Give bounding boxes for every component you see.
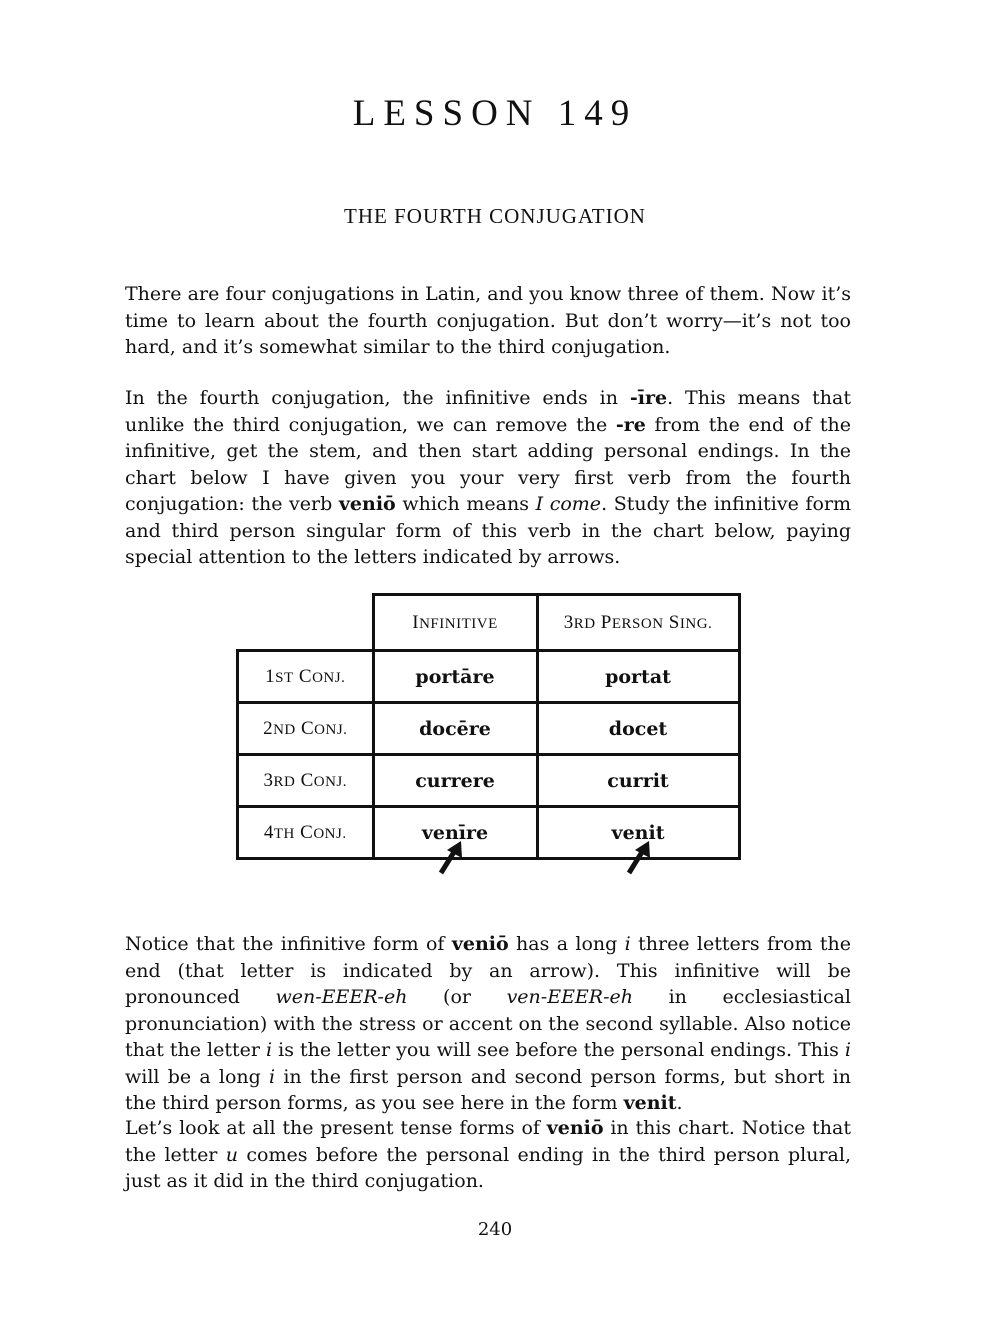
text-run: which means xyxy=(395,493,536,515)
text-run: in the first person and second person forms, but short in the third person forms, as you see here in the form xyxy=(125,1065,851,1114)
italic-run: i xyxy=(266,1039,273,1061)
page-number: 240 xyxy=(477,1219,513,1240)
infinitive-cell: currere xyxy=(373,755,537,807)
label-text: ONJ. xyxy=(313,773,348,790)
italic-run: ven-EEER-eh xyxy=(506,986,634,1008)
third-sing-cell: docet xyxy=(537,703,739,755)
section-title: THE FOURTH CONJUGATION xyxy=(344,204,646,228)
header-text: P xyxy=(595,611,612,633)
header-text: RD xyxy=(573,615,596,632)
italic-run: u xyxy=(225,1143,239,1166)
label-text: ST xyxy=(275,669,294,686)
third-sing-cell: venit xyxy=(537,807,739,859)
text-run: . Study the infinitive form and third person singular form of this verb in the chart below, paying special attention to the letters indicated by arrows. xyxy=(125,493,851,568)
label-text: 1 xyxy=(265,665,276,687)
third-sing-cell: portat xyxy=(537,651,739,703)
up-right-arrow-icon xyxy=(437,841,467,875)
header-text: S xyxy=(663,611,680,633)
table-row xyxy=(238,651,740,703)
text-run: three letters from the end (that letter is indicated by an arrow). This infinitive will be pronounced xyxy=(125,933,851,1008)
text-run: Let’s look at all the present tense forms of xyxy=(125,1117,547,1139)
present-tense-paragraph xyxy=(125,1115,851,1195)
header-infinitive xyxy=(373,595,537,651)
row-label xyxy=(238,807,374,859)
bold-run: -re xyxy=(615,413,646,436)
text-run: has a long xyxy=(508,933,625,955)
corner-cell xyxy=(238,595,374,651)
label-text: 2 xyxy=(263,717,274,739)
italic-run: i xyxy=(844,1039,851,1061)
table-row xyxy=(238,703,740,755)
header-text: ING. xyxy=(679,615,713,632)
table-row xyxy=(238,755,740,807)
italic-run: I come xyxy=(535,493,602,515)
lesson-title: LESSON 149 xyxy=(352,93,638,134)
text-run: comes before the personal ending in the third person plural, just as it did in the third conjugation. xyxy=(125,1143,851,1192)
third-sing-cell: currit xyxy=(537,755,739,807)
infinitive-cell: docēre xyxy=(373,703,537,755)
infinitive-paragraph xyxy=(125,385,851,571)
label-text: 4 xyxy=(263,821,274,843)
label-text: C xyxy=(293,665,313,687)
text-run: . This means that unlike the third conjugation, we can remove the xyxy=(125,387,851,436)
text-run: in this chart. Notice that the letter xyxy=(125,1117,851,1166)
bold-run: -īre xyxy=(629,387,668,409)
italic-run: i xyxy=(624,933,631,955)
text-run: is the letter you will see before the personal endings. This xyxy=(272,1039,845,1061)
pronunciation-paragraph xyxy=(125,931,851,1117)
label-text: C xyxy=(295,769,314,791)
label-text: ONJ. xyxy=(313,825,347,842)
header-text: I xyxy=(412,611,420,633)
italic-run: wen-EEER-eh xyxy=(275,986,408,1008)
text-run: from the end of the infinitive, get the stem, and then start adding personal endings. In the chart below I have given you your very first verb from the fourth conjugation: the verb xyxy=(125,413,851,515)
bold-run: veniō xyxy=(338,493,396,515)
conjugation-table xyxy=(236,593,741,860)
label-text: RD xyxy=(273,773,296,790)
label-text: C xyxy=(295,717,315,739)
text-run: Notice that the infinitive form of xyxy=(125,933,452,955)
label-text: TH xyxy=(273,825,295,842)
text-run: will be a long xyxy=(125,1065,270,1088)
text-run: in ecclesiastical pronunciation) with the stress or accent on the second syllable. Also notice that the letter xyxy=(125,986,852,1061)
label-text: 3 xyxy=(263,769,274,791)
table-header-row xyxy=(238,595,740,651)
bold-run: venit xyxy=(623,1092,677,1114)
label-text: C xyxy=(294,821,314,843)
label-text: ONJ. xyxy=(312,669,346,686)
label-text: ONJ. xyxy=(314,721,348,738)
text-run: In the fourth conjugation, the infinitive ends in xyxy=(125,387,630,409)
table-row xyxy=(238,807,740,859)
text-run: (or xyxy=(407,986,507,1008)
bold-run: veniō xyxy=(546,1117,604,1139)
header-third-person-sing xyxy=(537,595,739,651)
header-text: 3 xyxy=(563,611,574,633)
bold-run: veniō xyxy=(451,933,509,955)
up-right-arrow-icon xyxy=(625,841,655,875)
header-text: ERSON xyxy=(611,615,664,632)
label-text: ND xyxy=(273,721,296,738)
intro-paragraph: There are four conjugations in Latin, and you know three of them. Now it’s time to learn about the fourth conjugation. But don’t worry—it’s not too hard, and it’s somewhat similar to the third conjugation. xyxy=(125,283,851,358)
row-label xyxy=(238,703,374,755)
italic-run: i xyxy=(269,1065,276,1088)
infinitive-cell: venīre xyxy=(373,807,537,859)
header-text: NFINITIVE xyxy=(419,615,498,632)
text-run: . xyxy=(676,1092,683,1114)
row-label xyxy=(238,651,374,703)
row-label xyxy=(238,755,374,807)
infinitive-cell: portāre xyxy=(373,651,537,703)
